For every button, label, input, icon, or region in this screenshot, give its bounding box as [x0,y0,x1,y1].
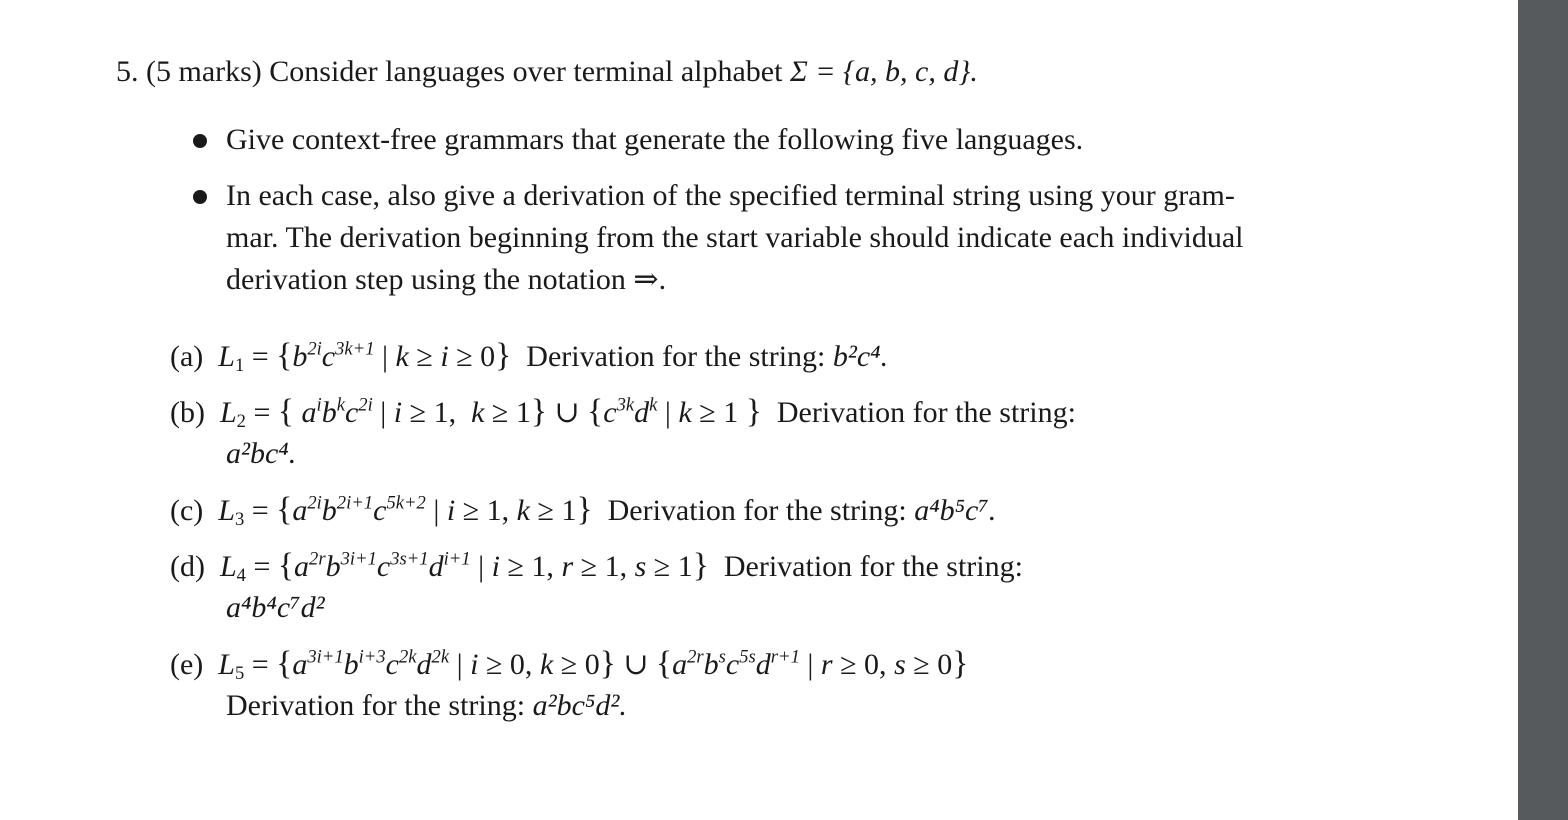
language-formula: $L_3 = \{a^{2i}b^{2i+1}c^{5k+2}$ | i ≥ 1, k ≥ 1} [218,491,593,531]
part-a [170,338,888,375]
target-string-b: a²bc⁴. [226,437,297,470]
bullet-dot-1 [193,134,207,148]
question-marks: (5 marks) [146,55,262,88]
part-label: (b) [170,396,205,429]
target-string: a²bc⁵d². [532,689,627,722]
part-c [170,492,996,529]
target-string-d: a⁴b⁴c⁷d² [226,591,325,624]
part-d [170,548,1023,585]
language-formula: $L_4 = \{a^{2r}b^{3i+1}c^{3s+1}d^{i+1}$ | i ≥ 1, r ≥ 1, s ≥ 1} [219,547,709,587]
alphabet-definition: Σ = {a, b, c, d}. [789,55,978,88]
language-formula: $L_5 = \{a^{3i+1}b^{i+3}c^{2k}d^{2k}$ | i ≥ 0, k ≥ 0} ∪ {$a^{2r}b^sc^{5s}d^{r+1}$ | r ≥ 0, s ≥ 0} [218,645,969,685]
question-number: 5. [116,55,139,88]
derivation-label: Derivation for the string: [607,494,907,527]
bullet-item-2-line-1: In each case, also give a derivation of the specified terminal string using your gram- [226,179,1235,212]
bullet-dot-2 [193,190,207,204]
question-intro: Consider languages over terminal alphabet [269,55,783,88]
scrollbar-track[interactable] [1518,0,1568,820]
language-text-a [0,0,1,1]
derivation-label: Derivation for the string: [226,689,526,722]
derivation-label: Derivation for the string: [723,550,1023,583]
language-formula: $L_1 = \{b^{2i}c^{3k+1}$ | k ≥ i ≥ 0} [218,337,512,377]
part-label: (a) [170,340,204,373]
derivation-label: Derivation for the string: [776,396,1076,429]
target-string: b²c⁴. [832,340,889,373]
bullet-item-2-line-3: derivation step using the notation ⇒. [226,263,667,296]
bullet-item-1: Give context-free grammars that generate the following five languages. [226,123,1084,156]
derivation-label: Derivation for the string: [526,340,826,373]
part-label: (d) [170,550,205,583]
part-e [170,646,968,683]
bullet-item-2-line-2: mar. The derivation beginning from the start variable should indicate each individual [226,221,1244,254]
part-b [170,394,1076,431]
part-label: (e) [170,648,204,681]
target-string: a⁴b⁵c⁷. [914,494,997,527]
language-formula: $L_2$ = { $a^ib^kc^{2i}$ | i ≥ 1, k ≥ 1} ∪ {$c^{3k}d^k$ | k ≥ 1 } [219,393,762,433]
part-label: (c) [170,494,204,527]
question-header [116,54,978,90]
part-e-derivation [226,688,627,724]
